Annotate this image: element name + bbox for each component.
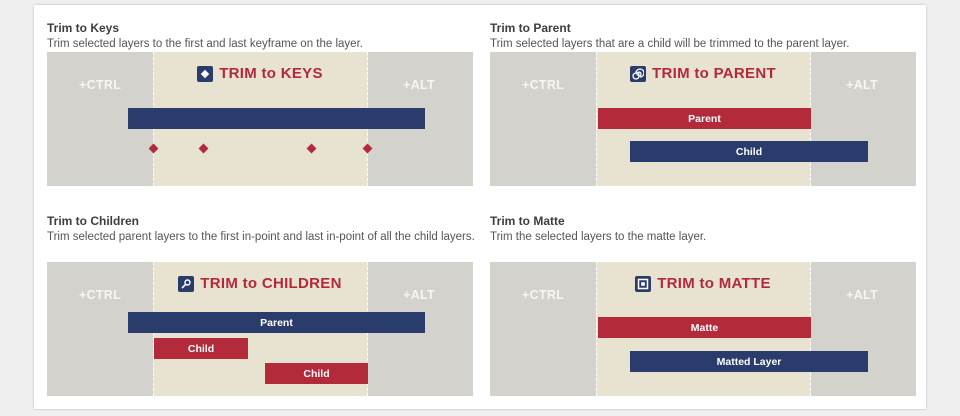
diagram-title-text: TRIM to CHILDREN <box>200 275 342 292</box>
matte-square-icon <box>635 276 651 292</box>
parent-layer-bar: Parent <box>128 312 425 333</box>
spiral-icon <box>630 66 646 82</box>
alt-modifier-label: +ALT <box>403 78 435 92</box>
diamond-icon <box>197 66 213 82</box>
ctrl-modifier-label: +CTRL <box>79 78 122 92</box>
diagram-title <box>490 275 916 292</box>
ctrl-modifier-label: +CTRL <box>522 288 565 302</box>
pick-whip-icon <box>178 276 194 292</box>
card-trim-to-parent <box>490 21 920 191</box>
child-layer-bar: Child <box>265 363 368 384</box>
trim-to-children-diagram <box>47 262 473 396</box>
trim-tools-panel <box>34 5 926 409</box>
parent-layer-bar: Parent <box>598 108 811 129</box>
child-layer-bar: Child <box>154 338 248 359</box>
alt-modifier-label: +ALT <box>846 288 878 302</box>
layer-bar <box>128 108 425 129</box>
alt-modifier-label: +ALT <box>403 288 435 302</box>
ctrl-modifier-label: +CTRL <box>79 288 122 302</box>
alt-modifier-label: +ALT <box>846 78 878 92</box>
card-title: Trim to Matte <box>490 214 565 228</box>
card-trim-to-children <box>47 214 477 404</box>
card-trim-to-keys <box>47 21 477 191</box>
trim-to-keys-diagram <box>47 52 473 186</box>
card-description: Trim selected parent layers to the first in-point and last in-point of all the child layers. <box>47 231 475 243</box>
diagram-title-text: TRIM to MATTE <box>657 275 771 292</box>
card-trim-to-matte <box>490 214 920 404</box>
card-title: Trim to Parent <box>490 21 571 35</box>
diagram-title <box>47 275 473 292</box>
card-description: Trim selected layers to the first and last keyframe on the layer. <box>47 38 363 50</box>
card-description: Trim the selected layers to the matte layer. <box>490 231 707 243</box>
diagram-title-text: TRIM to KEYS <box>219 65 323 82</box>
card-title: Trim to Keys <box>47 21 120 35</box>
child-layer-bar: Child <box>630 141 868 162</box>
card-description: Trim selected layers that are a child will be trimmed to the parent layer. <box>490 38 850 50</box>
diagram-title <box>490 65 916 82</box>
matte-layer-bar: Matte <box>598 317 811 338</box>
card-title: Trim to Children <box>47 214 140 228</box>
trim-to-matte-diagram <box>490 262 916 396</box>
trim-to-parent-diagram <box>490 52 916 186</box>
diagram-title-text: TRIM to PARENT <box>652 65 776 82</box>
matted-layer-bar: Matted Layer <box>630 351 868 372</box>
diagram-title <box>47 65 473 82</box>
ctrl-modifier-label: +CTRL <box>522 78 565 92</box>
